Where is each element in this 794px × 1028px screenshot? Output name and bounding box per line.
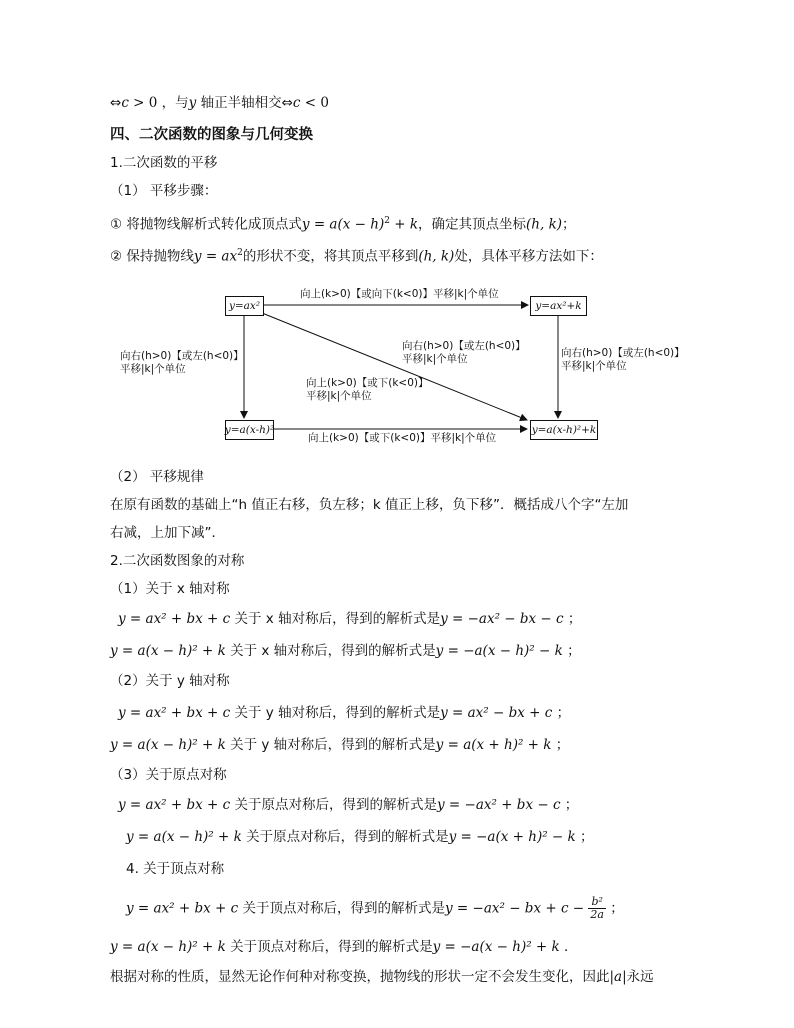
- step1-tail: + k: [389, 216, 419, 233]
- x-axis-line-1: [118, 610, 581, 628]
- rule-title: （2） 平移规律: [110, 469, 204, 485]
- vertex-line-2: [110, 938, 578, 956]
- x2-b: 关于 x 轴对称后，得到的解析式是: [225, 643, 436, 659]
- x-axis-title: （1）关于 x 轴对称: [110, 581, 230, 597]
- equiv-symbol: ⇔: [110, 95, 122, 111]
- x2-c: y = −a(x − h)² − k: [435, 643, 563, 659]
- arrow-diagonal: [262, 313, 527, 420]
- v2-d: ．: [559, 939, 578, 955]
- o2-a: y = a(x − h)² + k: [126, 829, 242, 845]
- box-ax2-k: y=ax²+k: [530, 296, 587, 316]
- y1-c: y = ax² − bx + c: [440, 705, 553, 721]
- o1-b: 关于原点对称后，得到的解析式是: [230, 797, 437, 813]
- vertex-title: 4. 关于顶点对称: [126, 861, 225, 877]
- section-heading-4: 四、二次函数的图象与几何变换: [110, 127, 313, 143]
- label-left-1: 向右(h>0)【或左(h<0)】: [120, 350, 244, 362]
- step1-mid: ，确定其顶点坐标: [418, 216, 527, 233]
- y2-a: y = a(x − h)² + k: [110, 737, 226, 753]
- subsection-1: 1.二次函数的平移: [110, 155, 218, 171]
- label-diag-lower-2: 平移|k|个单位: [306, 390, 372, 402]
- o2-b: 关于原点对称后，得到的解析式是: [241, 829, 449, 845]
- step1-formula: y = a(x − h): [301, 216, 385, 233]
- step2-hk: (h, k): [418, 248, 455, 265]
- label-bottom: 向上(k>0)【或下(k<0)】平移|k|个单位: [308, 432, 497, 444]
- label-diag-upper-2: 平移|k|个单位: [402, 353, 468, 365]
- x-axis-line-2: [110, 642, 581, 660]
- label-left: [120, 350, 244, 376]
- label-right: [561, 347, 685, 373]
- rule-paragraph-2: 右减，上加下减”．: [110, 525, 225, 541]
- v1-b: 关于顶点对称后，得到的解析式是: [238, 900, 445, 917]
- fraction-b2-2a: [588, 896, 606, 921]
- origin-line-2: [126, 828, 594, 846]
- rule-paragraph-1: 在原有函数的基础上“h 值正右移，负左移；k 值正上移，负下移”．概括成八个字“左加: [110, 497, 629, 513]
- o1-c: y = −ax² + bx − c: [437, 797, 561, 813]
- y2-b: 关于 y 轴对称后，得到的解析式是: [225, 737, 436, 753]
- label-left-2: 平移|k|个单位: [120, 363, 186, 375]
- box-axh2: y=a(x-h)²: [225, 420, 274, 440]
- var-c: c: [121, 95, 129, 111]
- conclusion-end: 永远: [626, 969, 654, 985]
- abs-a: |a|: [609, 969, 627, 985]
- label-top: 向上(k>0)【或向下(k<0)】平移|k|个单位: [300, 288, 499, 300]
- conclusion-line: [110, 968, 654, 986]
- x1-d: ；: [563, 611, 582, 627]
- o2-d: ；: [575, 829, 594, 845]
- v2-b: 关于顶点对称后，得到的解析式是: [225, 939, 433, 955]
- box-ax2: y=ax²: [225, 296, 264, 316]
- x1-a: y = ax² + bx + c: [118, 611, 231, 627]
- step2-mid: 的形状不变，将其顶点平移到: [242, 248, 419, 265]
- y-axis-title: （2）关于 y 轴对称: [110, 673, 230, 689]
- step-title: （1） 平移步骤：: [110, 183, 218, 199]
- step2-end: 处，具体平移方法如下：: [454, 248, 603, 265]
- step1-text: ① 将抛物线解析式转化成顶点式: [110, 216, 302, 233]
- x1-b: 关于 x 轴对称后，得到的解析式是: [230, 611, 441, 627]
- label-right-1: 向右(h>0)【或左(h<0)】: [561, 347, 685, 359]
- x2-a: y = a(x − h)² + k: [110, 643, 226, 659]
- y2-d: ；: [551, 737, 570, 753]
- origin-title: （3）关于原点对称: [110, 767, 227, 783]
- o2-c: y = −a(x + h)² − k: [448, 829, 576, 845]
- step2-sup: 2: [237, 248, 243, 258]
- var-c2: c: [292, 95, 301, 111]
- v1-d: ；: [605, 900, 624, 917]
- x2-d: ；: [562, 643, 581, 659]
- y1-d: ；: [552, 705, 571, 721]
- step1-hk: (h, k): [526, 216, 563, 233]
- y-axis-line-1: [118, 704, 570, 722]
- y-axis-line-2: [110, 736, 569, 754]
- frac-num: b²: [588, 896, 606, 909]
- y2-c: y = a(x + h)² + k: [435, 737, 552, 753]
- label-diag-lower-1: 向上(k>0)【或下(k<0)】: [306, 377, 429, 389]
- v2-a: y = a(x − h)² + k: [110, 939, 226, 955]
- v1-a: y = ax² + bx + c: [126, 900, 239, 917]
- vertex-line-1: [126, 896, 624, 921]
- label-diag-upper-1: 向右(h>0)【或左(h<0)】: [402, 340, 526, 352]
- frac-den: 2a: [590, 908, 604, 921]
- step1-sup: 2: [384, 216, 390, 226]
- text-lt: < 0: [300, 95, 329, 111]
- origin-line-1: [118, 796, 578, 814]
- y1-a: y = ax² + bx + c: [118, 705, 231, 721]
- text-mid: 轴正半轴相交⇔: [196, 95, 293, 111]
- var-y: y: [188, 95, 197, 111]
- v1-c: y = −ax² − bx + c −: [445, 900, 585, 917]
- y1-b: 关于 y 轴对称后，得到的解析式是: [230, 705, 441, 721]
- v2-c: y = −a(x − h)² + k: [432, 939, 560, 955]
- step2-formula: y = ax: [193, 248, 238, 265]
- o1-a: y = ax² + bx + c: [118, 797, 231, 813]
- step2-text: ② 保持抛物线: [110, 248, 194, 265]
- conclusion-text: 根据对称的性质，显然无论作何种对称变换，抛物线的形状一定不会发生变化，因此: [110, 969, 610, 985]
- subsection-2: 2.二次函数图象的对称: [110, 553, 245, 569]
- x1-c: y = −ax² − bx − c: [440, 611, 564, 627]
- label-right-2: 平移|k|个单位: [561, 360, 627, 372]
- step1-end: ；: [562, 216, 576, 233]
- label-diag-upper: [402, 340, 526, 366]
- label-diag-lower: [306, 377, 429, 403]
- o1-d: ；: [560, 797, 579, 813]
- text-gt: > 0 ，与: [128, 95, 189, 111]
- box-axh2-k: y=a(x-h)²+k: [530, 420, 598, 440]
